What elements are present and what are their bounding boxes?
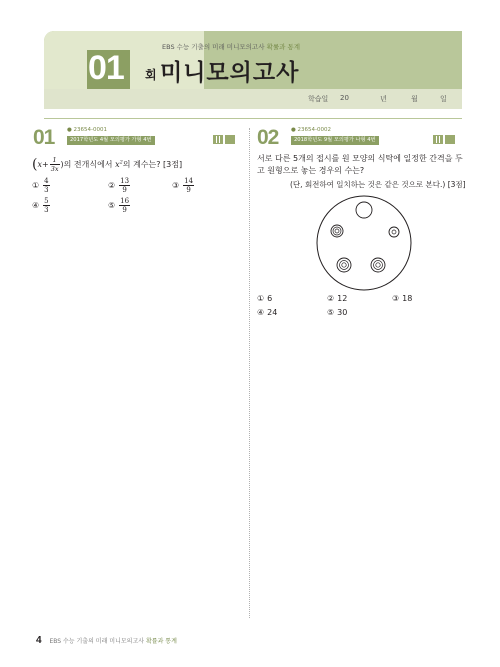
episode-number: 01 [88,49,124,87]
problem-2-choice-5[interactable]: ⑤ 30 [327,308,348,317]
subject-name: 확률과 통계 [266,43,301,51]
footer-subject: 확률과 통계 [146,638,177,645]
study-date-month-unit: 월 [411,95,418,103]
study-date-label: 학습일 [308,95,329,103]
page-footer [36,635,177,646]
problem-1-number: 01 [33,126,55,149]
study-date-year: 20 [340,94,349,102]
problem-2-text-line-2: 고 원형으로 놓는 경우의 수는? [257,166,365,175]
problem-1-choice-3[interactable]: ③ $\frac{14}{9}$ [172,177,194,194]
header-rule [44,118,462,119]
math-x-power: $x^2$ [115,159,123,169]
problem-2-choice-1[interactable]: ① 6 [257,294,273,303]
problem-2-text-line-1: 서로 다른 5개의 접시를 원 모양의 식탁에 일정한 간격을 두 [257,154,463,163]
problem-1-question: (x+ $\frac{1}{3x}$ )의 전개식에서 $x^2$의 계수는? [3점] [32,156,183,173]
problem-1-code: ● 23654-0001 [67,127,108,133]
episode-unit: 회 [145,68,157,82]
open-paren: ( [32,156,38,173]
problem-1-choice-1[interactable]: ① $\frac{4}{3}$ [32,177,49,194]
study-date-day-unit: 일 [440,95,447,103]
qr-code-icon [433,135,443,144]
problem-1-choice-4[interactable]: ④ $\frac{5}{3}$ [32,197,49,214]
problem-2-code: ● 23654-0002 [291,127,332,133]
qr-code-icon [225,135,235,144]
problem-1-source: 2017학년도 4월 모의평가 가형 4번 [67,136,155,145]
page-title: 미니모의고사 [160,60,300,86]
date-bar [44,89,462,109]
page-number: 4 [36,635,42,646]
series-name: EBS 수능 기출의 미래 미니모의고사 [162,43,265,51]
problem-2-number: 02 [257,126,279,149]
round-table [317,196,411,290]
header-subtitle [162,42,300,51]
footer-series: EBS 수능 기출의 미래 미니모의고사 [49,638,145,645]
study-date-year-unit: 년 [380,95,387,103]
problem-2-note: (단, 회전하여 일치하는 것은 같은 것으로 본다.) [3점] [290,180,466,189]
qr-code-icon [445,135,455,144]
problem-1-text-a: )의 전개식에서 [60,160,113,169]
round-table-diagram [309,193,419,293]
problem-2-source: 2018학년도 9월 모의평가 나형 4번 [291,136,379,145]
problem-2-choice-2[interactable]: ② 12 [327,294,348,303]
problem-2-choice-4[interactable]: ④ 24 [257,308,278,317]
problem-2-choice-3[interactable]: ③ 18 [392,294,413,303]
problem-1-choice-5[interactable]: ⑤ $\frac{16}{9}$ [108,197,130,214]
column-divider [249,128,250,618]
problem-1-text-b: 의 계수는? [3점] [122,160,183,169]
math-fraction: $\frac{1}{3x}$ [50,156,59,173]
problem-1-choice-2[interactable]: ② $\frac{13}{9}$ [108,177,130,194]
math-x: x [37,160,42,169]
qr-code-icon [213,135,223,144]
